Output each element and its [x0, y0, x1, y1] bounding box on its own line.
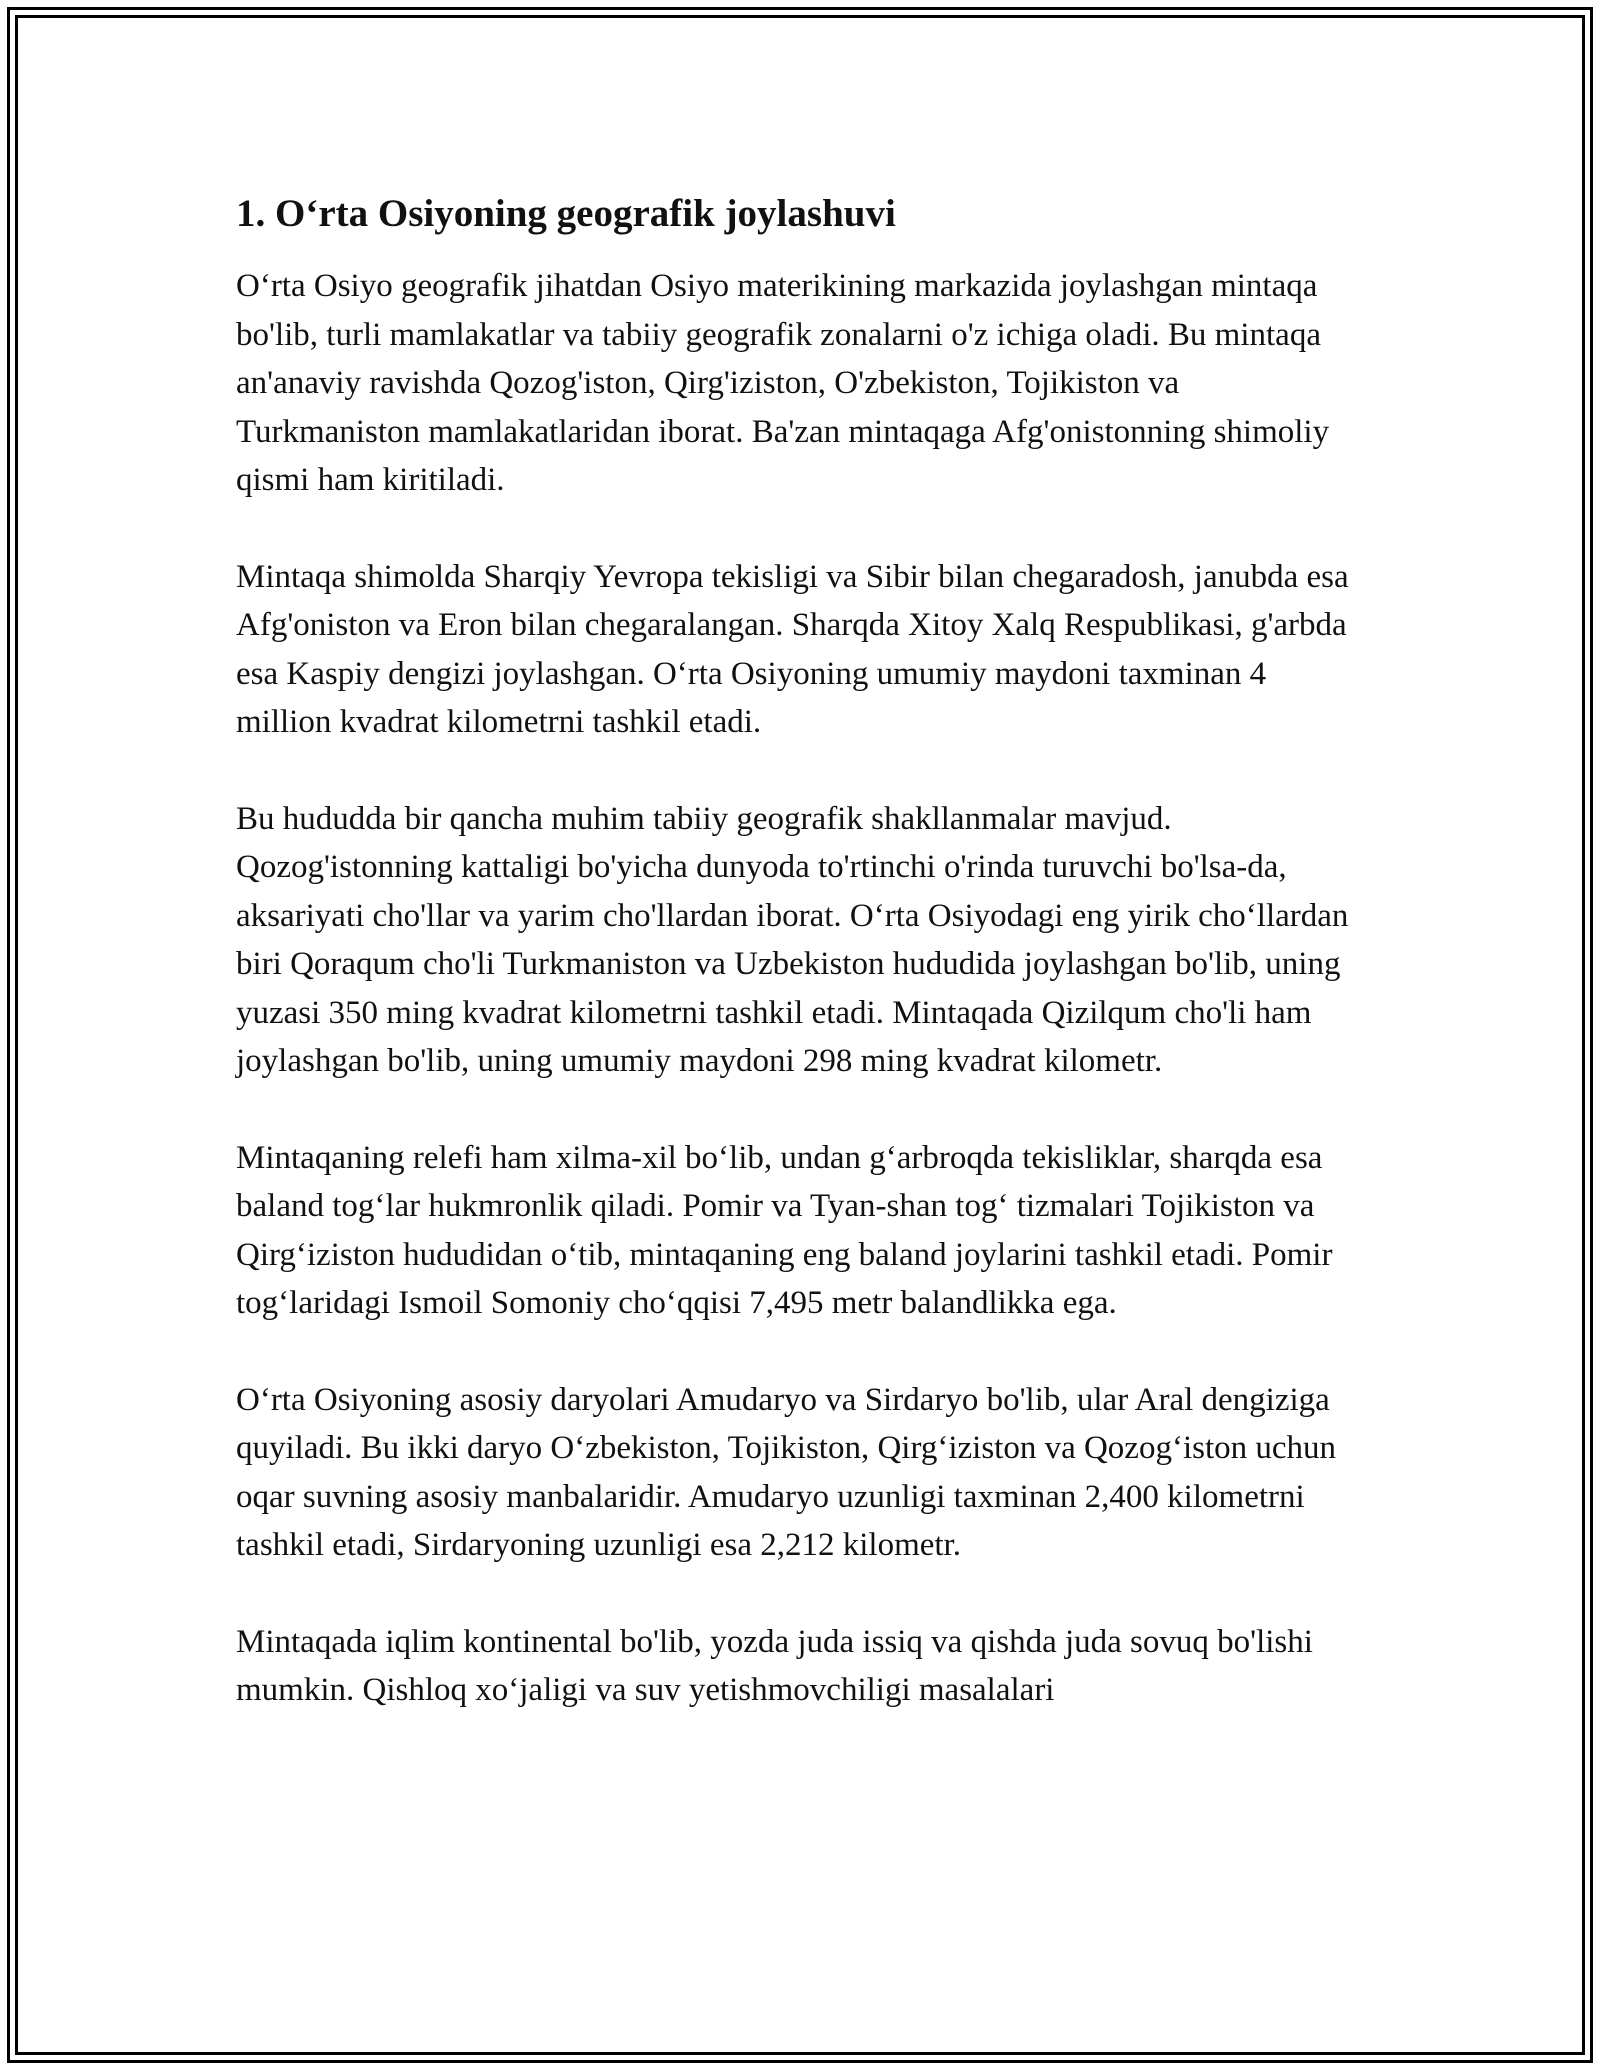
section-heading: 1. O‘rta Osiyoning geografik joylashuvi: [236, 192, 896, 235]
paragraph-relief: Mintaqaning relefi ham xilma-xil bo‘lib, undan g‘arbroqda tekisliklar, sharqda esa baland tog‘lar hukmronlik qiladi. Pomir va Tyan-shan tog‘ tizmalari Tojikiston va Qirg‘iziston hududidan o‘tib, mintaqaning eng baland joylarini tashkil etadi. Pomir tog‘laridagi Ismoil Somoniy cho‘qqisi 7,495 metr balandlikka ega.: [236, 1139, 1333, 1321]
paragraph-location: O‘rta Osiyo geografik jihatdan Osiyo materikining markazida joylashgan mintaqa bo'lib, turli mamlakatlar va tabiiy geografik zonalarni o'z ichiga oladi. Bu mintaqa an'anaviy ravishda Qozog'iston, Qirg'iziston, O'zbekiston, Tojikiston va Turkmaniston mamlakatlaridan iborat. Ba'zan mintaqaga Afg'onistonning shimoliy qismi ham kiritiladi.: [236, 268, 1330, 498]
document-body: [236, 186, 1366, 1763]
paragraph-borders: Mintaqa shimolda Sharqiy Yevropa tekisligi va Sibir bilan chegaradosh, janubda esa Afg'oniston va Eron bilan chegaralangan. Sharqda Xitoy Xalq Respublikasi, g'arbda esa Kaspiy dengizi joylashgan. O‘rta Osiyoning umumiy maydoni taxminan 4 million kvadrat kilometrni tashkil etadi.: [236, 558, 1349, 740]
paragraph-deserts: Bu hududda bir qancha muhim tabiiy geografik shakllanmalar mavjud. Qozog'istonning kattaligi bo'yicha dunyoda to'rtinchi o'rinda turuvchi bo'lsa-da, aksariyati cho'llar va yarim cho'llardan iborat. O‘rta Osiyodagi eng yirik cho‘llardan biri Qoraqum cho'li Turkmaniston va Uzbekiston hududida joylashgan bo'lib, uning yuzasi 350 ming kvadrat kilometrni tashkil etadi. Mintaqada Qizilqum cho'li ham joylashgan bo'lib, uning umumiy maydoni 298 ming kvadrat kilometr.: [236, 800, 1349, 1079]
paragraph-climate: Mintaqada iqlim kontinental bo'lib, yozda juda issiq va qishda juda sovuq bo'lishi mumkin. Qishloq xo‘jaligi va suv yetishmovchiligi masalalari: [236, 1623, 1313, 1708]
paragraph-rivers: O‘rta Osiyoning asosiy daryolari Amudaryo va Sirdaryo bo'lib, ular Aral dengiziga quyiladi. Bu ikki daryo O‘zbekiston, Tojikiston, Qirg‘iziston va Qozog‘iston uchun oqar suvning asosiy manbalaridir. Amudaryo uzunligi taxminan 2,400 kilometrni tashkil etadi, Sirdaryoning uzunligi esa 2,212 kilometr.: [236, 1381, 1337, 1563]
